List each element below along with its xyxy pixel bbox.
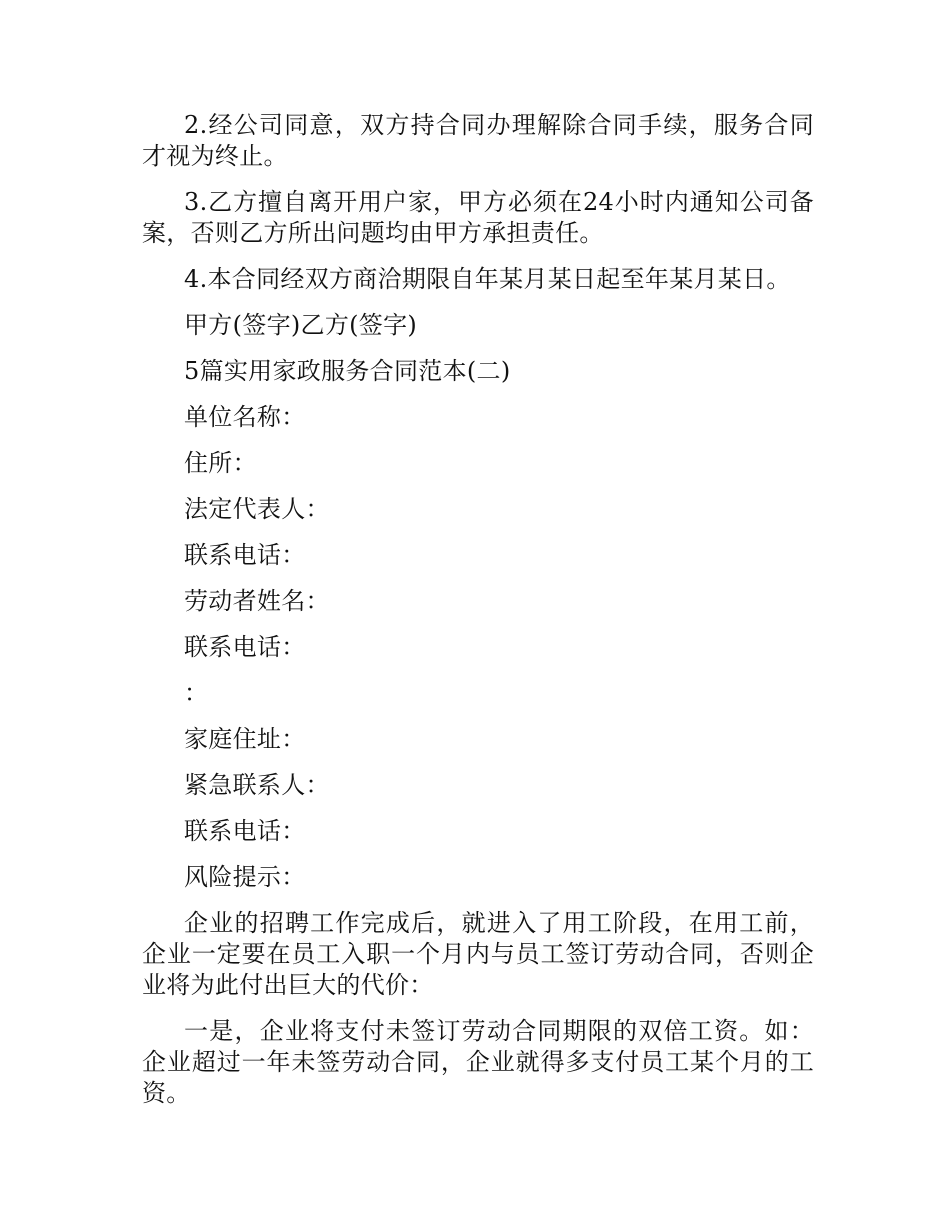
- risk-paragraph-1: 企业的招聘工作完成后，就进入了用工阶段，在用工前，企业一定要在员工入职一个月内与员工签订劳动合同，否则企业将为此付出巨大的代价：: [142, 909, 814, 999]
- field-emergency-contact: 紧急联系人：: [184, 771, 330, 799]
- signature-line: 甲方(签字)乙方(签字): [184, 311, 418, 339]
- document-body: [142, 110, 814, 1124]
- field-phone-worker: 联系电话：: [184, 633, 306, 661]
- field-phone-emergency: 联系电话：: [184, 817, 306, 845]
- clause-3-absence: 3.乙方擅自离开用户家，甲方必须在24小时内通知公司备案，否则乙方所出问题均由甲方承担责任。: [142, 188, 814, 247]
- field-worker-name: 劳动者姓名：: [184, 587, 330, 615]
- clause-2-termination: 2.经公司同意，双方持合同办理解除合同手续，服务合同才视为终止。: [142, 111, 814, 170]
- section-title: 5篇实用家政服务合同范本(二): [184, 357, 511, 385]
- field-unit-name: 单位名称：: [184, 403, 306, 431]
- risk-heading: 风险提示：: [184, 863, 306, 891]
- field-blank: ：: [184, 679, 209, 707]
- field-legal-representative: 法定代表人：: [184, 495, 330, 523]
- field-address: 住所：: [184, 449, 257, 477]
- field-home-address: 家庭住址：: [184, 725, 306, 753]
- risk-paragraph-2: 一是，企业将支付未签订劳动合同期限的双倍工资。如：企业超过一年未签劳动合同，企业就得多支付员工某个月的工资。: [142, 1017, 814, 1107]
- clause-4-term: 4.本合同经双方商洽期限自年某月某日起至年某月某日。: [184, 265, 791, 293]
- field-phone-employer: 联系电话：: [184, 541, 306, 569]
